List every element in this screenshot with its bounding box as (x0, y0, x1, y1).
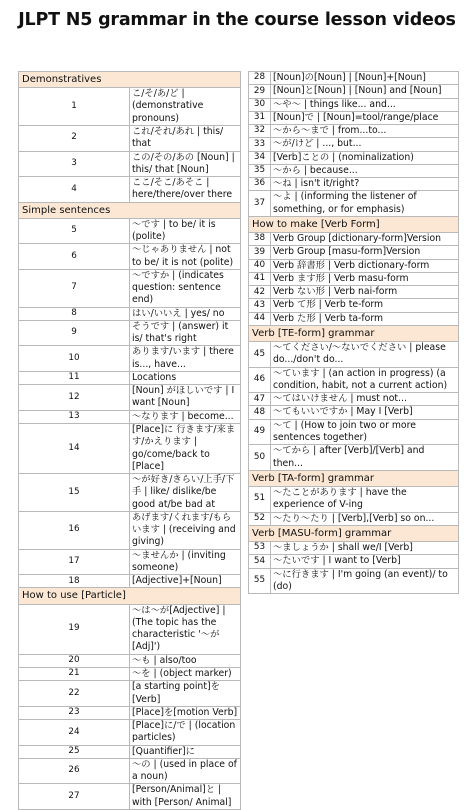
grammar-row (249, 72, 459, 85)
grammar-row (249, 151, 459, 164)
grammar-point: 〜ませんか | (inviting someone) (130, 549, 241, 575)
item-number: 38 (249, 233, 271, 246)
grammar-row (249, 98, 459, 111)
grammar-row (249, 272, 459, 285)
grammar-point: この/その/あの [Noun] | this/ that [Noun] (130, 151, 241, 177)
grammar-point: 〜に行きます | I'm going (an event)/ to (do) (271, 568, 459, 594)
item-number: 50 (249, 445, 271, 471)
grammar-point: 〜は〜が[Adjective] | (The topic has the characteristic '〜が[Adj]') (130, 604, 241, 654)
grammar-row (19, 424, 241, 474)
grammar-row (249, 299, 459, 312)
grammar-row (249, 393, 459, 406)
item-number: 30 (249, 98, 271, 111)
grammar-row (19, 218, 241, 244)
section-header (249, 325, 459, 341)
item-number: 41 (249, 272, 271, 285)
grammar-row (19, 410, 241, 423)
grammar-point: Verb ます形 | Verb masu-form (271, 272, 459, 285)
grammar-list-right (248, 71, 459, 594)
grammar-point: [Adjective]+[Noun] (130, 575, 241, 588)
section-title: How to use [Particle] (19, 588, 241, 604)
section-title: Verb [MASU-form] grammar (249, 525, 459, 541)
grammar-row (19, 88, 241, 126)
grammar-point: あります/います | there is..., have... (130, 346, 241, 372)
item-number: 13 (19, 410, 130, 423)
grammar-row (19, 125, 241, 151)
item-number: 35 (249, 164, 271, 177)
grammar-point: Locations (130, 371, 241, 384)
item-number: 55 (249, 568, 271, 594)
item-number: 49 (249, 419, 271, 445)
item-number: 32 (249, 125, 271, 138)
item-number: 52 (249, 512, 271, 525)
grammar-point: [Place]を[motion Verb] (130, 706, 241, 719)
item-number: 51 (249, 487, 271, 513)
grammar-row (249, 191, 459, 217)
grammar-point: 〜よ | (informing the listener of something, or for emphasis) (271, 191, 459, 217)
grammar-point: 〜てはいけません | must not... (271, 393, 459, 406)
item-number: 19 (19, 604, 130, 654)
grammar-point: 〜です | to be/ it is (polite) (130, 218, 241, 244)
section-title: How to make [Verb Form] (249, 216, 459, 232)
item-number: 9 (19, 320, 130, 346)
grammar-row (19, 320, 241, 346)
grammar-point: 〜たいです | I want to [Verb] (271, 555, 459, 568)
grammar-point: 〜が/けど | ..., but... (271, 138, 459, 151)
section-header (19, 202, 241, 218)
grammar-row (249, 419, 459, 445)
item-number: 18 (19, 575, 130, 588)
grammar-point: [Verb]ことの | (nominalization) (271, 151, 459, 164)
item-number: 10 (19, 346, 130, 372)
grammar-row (249, 259, 459, 272)
grammar-row (19, 177, 241, 203)
item-number: 12 (19, 385, 130, 411)
grammar-point: [Noun] がほしいです | I want [Noun] (130, 385, 241, 411)
item-number: 22 (19, 681, 130, 707)
item-number: 6 (19, 244, 130, 270)
grammar-point: 〜も | also/too (130, 654, 241, 667)
grammar-point: 〜から | because... (271, 164, 459, 177)
item-number: 8 (19, 307, 130, 320)
grammar-row (249, 541, 459, 554)
grammar-row (19, 307, 241, 320)
grammar-point: Verb Group [dictionary-form]Version (271, 233, 459, 246)
item-number: 47 (249, 393, 271, 406)
grammar-point: [Quantifier]に (130, 745, 241, 758)
grammar-point: 〜の | (used in place of a noun) (130, 758, 241, 784)
grammar-row (249, 246, 459, 259)
item-number: 29 (249, 85, 271, 98)
item-number: 24 (19, 720, 130, 746)
item-number: 1 (19, 88, 130, 126)
item-number: 28 (249, 72, 271, 85)
item-number: 21 (19, 667, 130, 680)
grammar-row (19, 385, 241, 411)
item-number: 4 (19, 177, 130, 203)
item-number: 54 (249, 555, 271, 568)
grammar-row (249, 487, 459, 513)
item-number: 45 (249, 342, 271, 368)
item-number: 46 (249, 367, 271, 393)
item-number: 26 (19, 758, 130, 784)
grammar-point: 〜てもいいですか | May I [Verb] (271, 406, 459, 419)
grammar-point: 〜てください/〜ないでください | please do.../don't do... (271, 342, 459, 368)
item-number: 34 (249, 151, 271, 164)
grammar-point: 〜ています | (an action in progress) (a condition, habit, not a current action) (271, 367, 459, 393)
grammar-point: 〜を | (object marker) (130, 667, 241, 680)
grammar-row (19, 745, 241, 758)
grammar-point: 〜が好き/きらい/上手/下手 | like/ dislike/be good at/be bad at (130, 474, 241, 512)
item-number: 40 (249, 259, 271, 272)
grammar-row (19, 511, 241, 549)
item-number: 53 (249, 541, 271, 554)
grammar-point: これ/それ/あれ | this/ that (130, 125, 241, 151)
grammar-row (19, 575, 241, 588)
grammar-point: 〜ですか | (indicates question: sentence end) (130, 269, 241, 307)
grammar-row (249, 125, 459, 138)
grammar-row (19, 244, 241, 270)
section-title: Verb [TA-form] grammar (249, 470, 459, 486)
grammar-row (249, 138, 459, 151)
grammar-table-right (248, 71, 459, 594)
grammar-row (249, 85, 459, 98)
grammar-point: 〜なります | become... (130, 410, 241, 423)
item-number: 33 (249, 138, 271, 151)
item-number: 42 (249, 286, 271, 299)
item-number: 39 (249, 246, 271, 259)
item-number: 27 (19, 784, 130, 810)
grammar-point: Verb Group [masu-form]Version (271, 246, 459, 259)
section-header (249, 216, 459, 232)
grammar-row (19, 474, 241, 512)
grammar-row (19, 654, 241, 667)
item-number: 16 (19, 511, 130, 549)
grammar-point: [a starting point]を[Verb] (130, 681, 241, 707)
grammar-row (19, 371, 241, 384)
grammar-point: [Person/Animal]と | with [Person/ Animal] (130, 784, 241, 810)
item-number: 44 (249, 312, 271, 325)
item-number: 7 (19, 269, 130, 307)
grammar-row (19, 604, 241, 654)
grammar-point: 〜ましょうか | shall we/I [Verb] (271, 541, 459, 554)
grammar-row (249, 164, 459, 177)
grammar-point: 〜や〜 | things like... and... (271, 98, 459, 111)
grammar-point: Verb て形 | Verb te-form (271, 299, 459, 312)
grammar-point: 〜ね | isn't it/right? (271, 178, 459, 191)
item-number: 2 (19, 125, 130, 151)
grammar-row (19, 346, 241, 372)
grammar-row (249, 312, 459, 325)
section-header (249, 470, 459, 486)
item-number: 14 (19, 424, 130, 474)
section-header (19, 72, 241, 88)
grammar-list-left (18, 71, 241, 810)
grammar-row (249, 178, 459, 191)
grammar-row (249, 367, 459, 393)
grammar-row (19, 549, 241, 575)
grammar-point: 〜たことがあります | have the experience of V-ing (271, 487, 459, 513)
item-number: 48 (249, 406, 271, 419)
grammar-point: 〜てから | after [Verb]/[Verb] and then... (271, 445, 459, 471)
grammar-point: ここ/そこ/あそこ | here/there/over there (130, 177, 241, 203)
grammar-row (19, 720, 241, 746)
grammar-point: こ/そ/あ/ど | (demonstrative pronouns) (130, 88, 241, 126)
item-number: 15 (19, 474, 130, 512)
grammar-point: Verb た形 | Verb ta-form (271, 312, 459, 325)
grammar-row (249, 342, 459, 368)
grammar-point: はい/いいえ | yes/ no (130, 307, 241, 320)
section-title: Verb [TE-form] grammar (249, 325, 459, 341)
item-number: 17 (19, 549, 130, 575)
grammar-point: [Noun]で | [Noun]=tool/range/place (271, 111, 459, 124)
grammar-point: 〜から〜まで | from...to... (271, 125, 459, 138)
grammar-point: あげます/くれます/もらいます | (receiving and giving) (130, 511, 241, 549)
grammar-point: [Place]に 行きます/来ます/かえります | go/come/back to [Place] (130, 424, 241, 474)
page-title: JLPT N5 grammar in the course lesson videos (18, 10, 456, 30)
grammar-row (19, 667, 241, 680)
item-number: 3 (19, 151, 130, 177)
item-number: 23 (19, 706, 130, 719)
grammar-row (249, 286, 459, 299)
grammar-row (249, 512, 459, 525)
section-header (249, 525, 459, 541)
item-number: 31 (249, 111, 271, 124)
grammar-row (19, 151, 241, 177)
item-number: 5 (19, 218, 130, 244)
grammar-row (19, 758, 241, 784)
grammar-row (249, 555, 459, 568)
item-number: 36 (249, 178, 271, 191)
item-number: 37 (249, 191, 271, 217)
grammar-point: 〜じゃありません | not to be/ it is not (polite) (130, 244, 241, 270)
grammar-row (249, 111, 459, 124)
item-number: 20 (19, 654, 130, 667)
item-number: 11 (19, 371, 130, 384)
section-title: Simple sentences (19, 202, 241, 218)
grammar-row (19, 784, 241, 810)
grammar-point: [Noun]と[Noun] | [Noun] and [Noun] (271, 85, 459, 98)
item-number: 43 (249, 299, 271, 312)
grammar-table-left (18, 71, 241, 810)
grammar-point: 〜て | (How to join two or more sentences together) (271, 419, 459, 445)
grammar-row (249, 445, 459, 471)
grammar-row (249, 568, 459, 594)
grammar-row (19, 706, 241, 719)
grammar-row (249, 406, 459, 419)
section-title: Demonstratives (19, 72, 241, 88)
grammar-row (19, 681, 241, 707)
grammar-row (19, 269, 241, 307)
grammar-point: [Place]に/で | (location particles) (130, 720, 241, 746)
grammar-point: Verb 辞書形 | Verb dictionary-form (271, 259, 459, 272)
grammar-point: [Noun]の[Noun] | [Noun]+[Noun] (271, 72, 459, 85)
item-number: 25 (19, 745, 130, 758)
section-header (19, 588, 241, 604)
grammar-point: Verb ない形 | Verb nai-form (271, 286, 459, 299)
grammar-point: 〜たり〜たり | [Verb],[Verb] so on... (271, 512, 459, 525)
grammar-point: そうです | (answer) it is/ that's right (130, 320, 241, 346)
grammar-row (249, 233, 459, 246)
